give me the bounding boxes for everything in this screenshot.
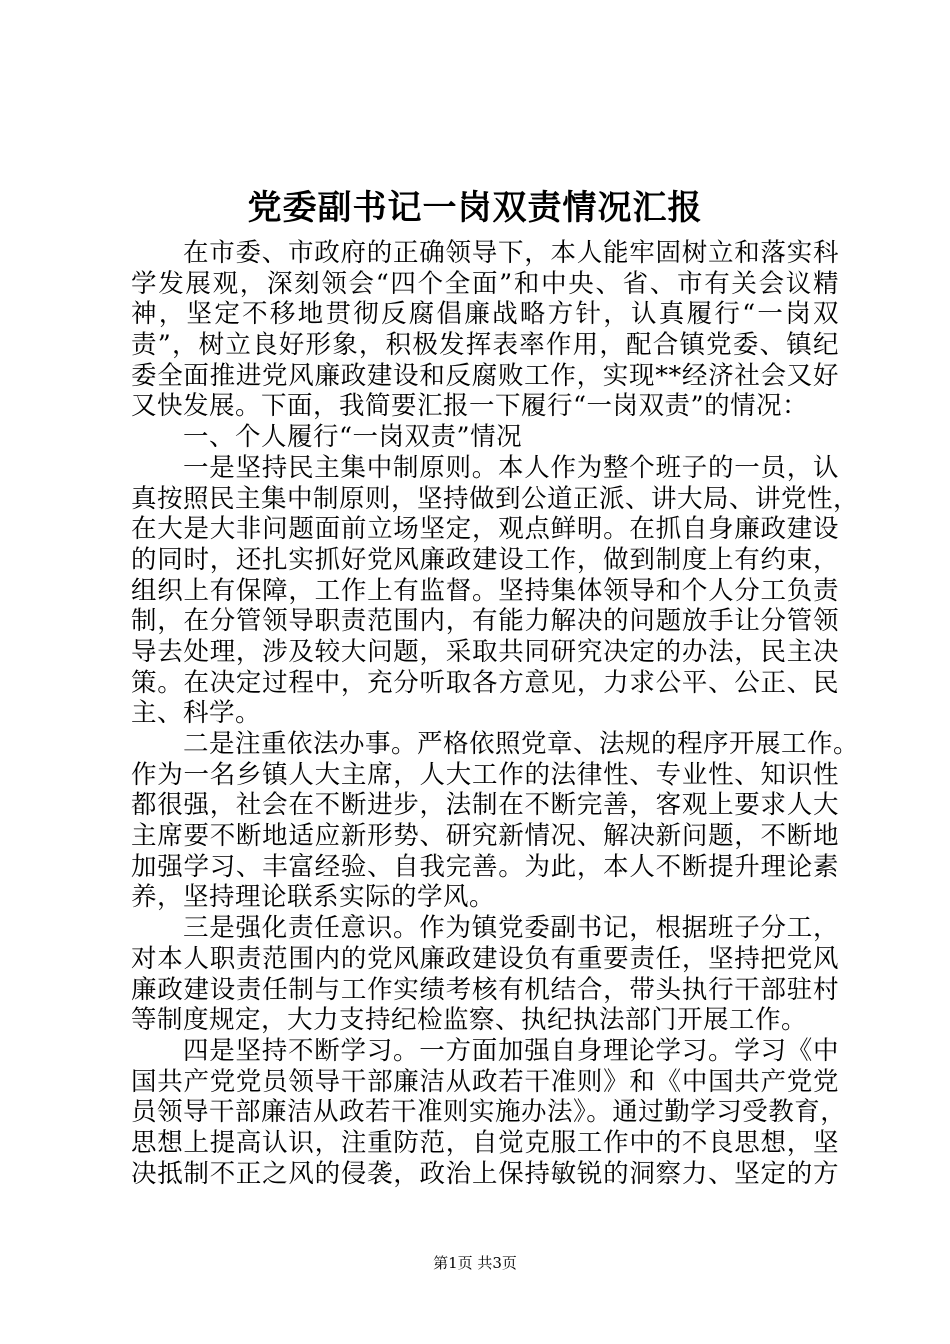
text-line: 加强学习、丰富经验、自我完善。为此，本人不断提升理论素 [131, 851, 839, 882]
text-line: 国共产党党员领导干部廉洁从政若干准则》和《中国共产党党 [131, 1066, 839, 1097]
text-line: 的同时，还扎实抓好党风廉政建设工作，做到制度上有约束， [131, 544, 839, 575]
section-heading [131, 422, 839, 453]
paragraph [131, 452, 860, 729]
text-line: 又快发展。下面，我简要汇报一下履行“一岗双责”的情况： [131, 391, 809, 422]
text-line: 策。在决定过程中，充分听取各方意见，力求公平、公正、民 [131, 667, 839, 698]
paragraph [131, 1035, 847, 1189]
text-line: 决抵制不正之风的侵袭，政治上保持敏锐的洞察力、坚定的方 [131, 1158, 839, 1189]
text-line: 三是强化责任意识。作为镇党委副书记，根据班子分工， [183, 913, 839, 944]
document-body [131, 238, 860, 1189]
text-line: 组织上有保障，工作上有监督。坚持集体领导和个人分工负责 [131, 575, 839, 606]
text-line: 在市委、市政府的正确领导下，本人能牢固树立和落实科 [183, 238, 839, 268]
text-line: 真按照民主集中制原则，坚持做到公道正派、讲大局、讲党性， [131, 483, 860, 514]
text-line: 神，坚定不移地贯彻反腐倡廉战略方针，认真履行“一岗双 [131, 299, 839, 330]
text-line: 四是坚持不断学习。一方面加强自身理论学习。学习《中 [183, 1035, 839, 1066]
text-line: 主、科学。 [131, 698, 262, 729]
page-footer: 第1页 共3页 [433, 1254, 517, 1272]
text-line: 学发展观，深刻领会“四个全面”和中央、省、市有关会议精 [131, 268, 839, 299]
text-line: 养，坚持理论联系实际的学风。 [131, 882, 496, 913]
paragraph [131, 729, 860, 913]
text-line: 作为一名乡镇人大主席，人大工作的法律性、专业性、知识性 [131, 759, 839, 790]
text-line: 在大是大非问题面前立场坚定，观点鲜明。在抓自身廉政建设 [131, 514, 839, 545]
text-line: 主席要不断地适应新形势、研究新情况、解决新问题，不断地 [131, 821, 839, 852]
text-line: 导去处理，涉及较大问题，采取共同研究决定的办法，民主决 [131, 636, 839, 667]
text-line: 制，在分管领导职责范围内，有能力解决的问题放手让分管领 [131, 606, 839, 637]
text-line: 一、个人履行“一岗双责”情况 [183, 422, 523, 453]
text-line: 一是坚持民主集中制原则。本人作为整个班子的一员，认 [183, 452, 839, 483]
text-line: 思想上提高认识，注重防范，自觉克服工作中的不良思想，坚 [131, 1127, 839, 1158]
text-line: 责”，树立良好形象，积极发挥表率作用，配合镇党委、镇纪 [131, 330, 839, 361]
text-line: 对本人职责范围内的党风廉政建设负有重要责任，坚持把党风 [131, 943, 839, 974]
text-line: 等制度规定，大力支持纪检监察、执纪执法部门开展工作。 [131, 1005, 808, 1036]
paragraph [131, 913, 839, 1036]
text-line: 廉政建设责任制与工作实绩考核有机结合，带头执行干部驻村 [131, 974, 839, 1005]
text-line: 员领导干部廉洁从政若干准则实施办法》。通过勤学习受教育， [131, 1097, 847, 1128]
document-title: 党委副书记一岗双责情况汇报 [247, 188, 703, 228]
text-line: 委全面推进党风廉政建设和反腐败工作，实现**经济社会又好 [131, 360, 839, 391]
text-line: 都很强，社会在不断进步，法制在不断完善，客观上要求人大 [131, 790, 839, 821]
text-line: 二是注重依法办事。严格依照党章、法规的程序开展工作。 [183, 729, 860, 759]
paragraph [131, 238, 839, 422]
